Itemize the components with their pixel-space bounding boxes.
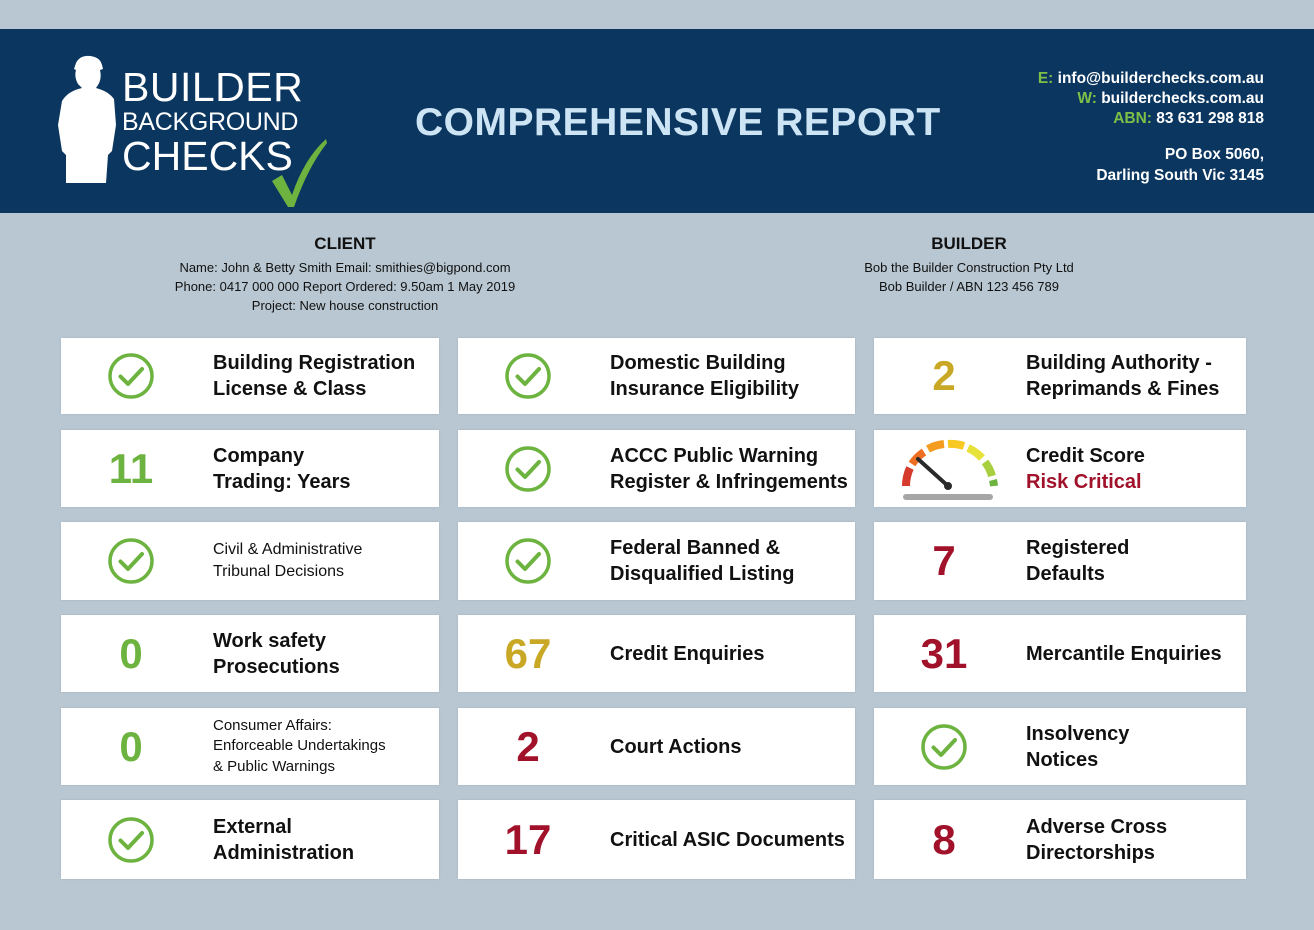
- card-label-line: Civil & Administrative: [213, 541, 363, 558]
- check-icon: [504, 352, 552, 400]
- mercantile-enquiries-count: 31: [920, 629, 968, 677]
- court-actions-count: 2: [516, 722, 540, 770]
- gauge-icon: [898, 436, 1002, 502]
- card-credit-score: [874, 430, 1246, 507]
- card-civil-tribunal: [61, 522, 439, 600]
- card-label-line: Directorships: [1026, 841, 1155, 864]
- card-accc-warning: [458, 430, 855, 507]
- card-mercantile-enquiries: [874, 615, 1246, 692]
- logo-line-checks: CHECKS: [122, 133, 293, 179]
- adverse-cross-count: 8: [932, 815, 956, 863]
- postal-address: [1038, 144, 1264, 186]
- credit-risk-status: Risk Critical: [1026, 470, 1142, 493]
- card-adverse-cross: [874, 800, 1246, 879]
- check-icon: [107, 816, 155, 864]
- card-label-line: Disqualified Listing: [610, 563, 795, 585]
- card-label-line: Trading: Years: [213, 470, 351, 493]
- check-icon: [504, 537, 552, 585]
- card-asic-documents: [458, 800, 855, 879]
- card-label-line: Registered: [1026, 537, 1130, 559]
- contact-info: [1038, 69, 1264, 186]
- card-label-line: Adverse Cross: [1026, 815, 1168, 838]
- card-label-line: Prosecutions: [213, 655, 340, 678]
- check-icon: [504, 445, 552, 493]
- card-label-line: Reprimands & Fines: [1026, 378, 1220, 400]
- work-safety-count: 0: [119, 629, 143, 677]
- card-building-authority: [874, 338, 1246, 414]
- card-domestic-insurance: [458, 338, 855, 414]
- logo-line-background: BACKGROUND: [122, 108, 299, 136]
- client-name-email: Name: John & Betty Smith Email: smithies@bigpond.com: [179, 260, 511, 275]
- card-court-actions: [458, 708, 855, 785]
- logo-checkmark-icon: [270, 137, 328, 209]
- card-label-line: Register & Infringements: [610, 470, 848, 493]
- card-label-line: Enforceable Undertakings: [213, 737, 386, 755]
- card-company-trading: [61, 430, 439, 507]
- credit-enquiries-count: 67: [504, 629, 552, 677]
- address-line-2: Darling South Vic 3145: [1096, 167, 1264, 184]
- card-label-line: Insolvency: [1026, 722, 1130, 745]
- card-label-line: Administration: [213, 841, 355, 864]
- abn-label: ABN:: [1113, 110, 1152, 127]
- contact-abn: [1038, 109, 1264, 129]
- building-authority-count: 2: [932, 352, 956, 399]
- card-label-line: Company: [213, 444, 305, 467]
- contact-web: [1038, 89, 1264, 109]
- builder-background-checks-logo: [56, 55, 346, 185]
- card-credit-enquiries: [458, 615, 855, 692]
- card-federal-banned: [458, 522, 855, 600]
- report-title: COMPREHENSIVE REPORT: [415, 101, 941, 144]
- consumer-affairs-count: 0: [119, 722, 143, 770]
- contact-email: [1038, 69, 1264, 89]
- card-label-line: & Public Warnings: [213, 757, 335, 775]
- email-label: E:: [1037, 70, 1054, 87]
- trading-years-count: 11: [108, 444, 154, 492]
- card-label-line: Consumer Affairs:: [213, 716, 332, 734]
- card-label-line: External: [213, 815, 292, 838]
- card-work-safety: [61, 615, 439, 692]
- client-title: CLIENT: [314, 234, 376, 253]
- email-link[interactable]: info@builderchecks.com.au: [1057, 70, 1264, 87]
- card-registered-defaults: [874, 522, 1246, 600]
- web-link[interactable]: builderchecks.com.au: [1101, 90, 1264, 107]
- card-insolvency: [874, 708, 1246, 785]
- card-label-line: Federal Banned &: [610, 537, 781, 559]
- card-label-line: Credit Score: [1026, 444, 1145, 467]
- card-external-admin: [61, 800, 439, 879]
- web-label: W:: [1077, 90, 1097, 107]
- card-label-line: Building Authority -: [1026, 352, 1212, 374]
- card-label-line: Work safety: [213, 629, 327, 652]
- builder-company: Bob the Builder Construction Pty Ltd: [864, 260, 1074, 275]
- builder-figure-icon: [56, 55, 126, 183]
- card-label-line: Domestic Building: [610, 352, 786, 374]
- check-icon: [107, 352, 155, 400]
- card-label-line: Critical ASIC Documents: [610, 828, 845, 851]
- card-label-line: Court Actions: [610, 735, 742, 758]
- card-label-line: Mercantile Enquiries: [1026, 642, 1222, 665]
- abn-value: 83 631 298 818: [1156, 110, 1264, 127]
- card-label-line: License & Class: [213, 378, 367, 400]
- card-label-line: Building Registration: [213, 352, 416, 374]
- address-line-1: PO Box 5060,: [1164, 146, 1264, 163]
- report-header: [0, 29, 1314, 213]
- client-details: [145, 234, 545, 315]
- client-project: Project: New house construction: [251, 298, 439, 313]
- card-label-line: ACCC Public Warning: [610, 444, 819, 467]
- card-label-line: Notices: [1026, 748, 1099, 771]
- builder-name-abn: Bob Builder / ABN 123 456 789: [879, 279, 1059, 294]
- card-label-line: Defaults: [1026, 563, 1105, 585]
- card-label-line: Credit Enquiries: [610, 642, 765, 665]
- registered-defaults-count: 7: [932, 537, 956, 584]
- card-label-line: Tribunal Decisions: [213, 563, 345, 580]
- card-label-line: Insurance Eligibility: [610, 378, 799, 400]
- card-consumer-affairs: [61, 708, 439, 785]
- asic-documents-count: 17: [504, 815, 552, 863]
- card-building-registration: [61, 338, 439, 414]
- builder-title: BUILDER: [931, 234, 1007, 253]
- logo-line-builder: BUILDER: [122, 64, 304, 110]
- check-icon: [107, 537, 155, 585]
- builder-details: [818, 234, 1120, 296]
- check-icon: [920, 723, 968, 771]
- client-phone-ordered: Phone: 0417 000 000 Report Ordered: 9.50am 1 May 2019: [174, 279, 516, 294]
